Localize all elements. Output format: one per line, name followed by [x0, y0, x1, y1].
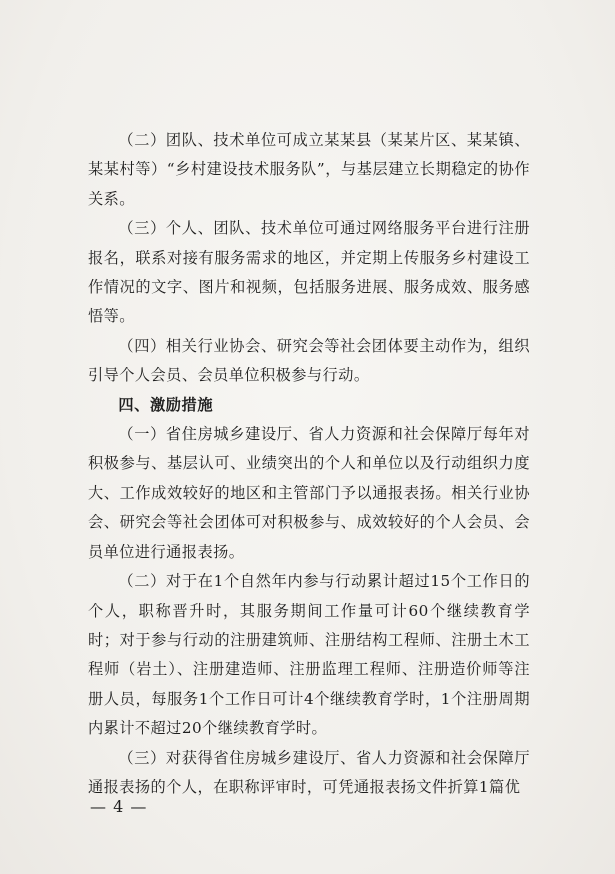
paragraph-incentive-1: （一）省住房城乡建设厅、省人力资源和社会保障厅每年对积极参与、基层认可、业绩突出的个人和单位以及行动组织力度大、工作成效较好的地区和主管部门予以通报表扬。相关行业协会、研究会等社会团体可对积极参与、成效较好的个人会员、会员单位进行通报表扬。 — [88, 425, 530, 561]
section-heading-incentives: 四、激励措施 — [118, 395, 214, 414]
page-number: — 4 — — [90, 797, 148, 816]
paragraph-incentive-3: （三）对获得省住房城乡建设厅、省人力资源和社会保障厅通报表扬的个人，在职称评审时，可凭通报表扬文件折算1篇优 — [88, 748, 530, 796]
paragraph-3-online-registration: （三）个人、团队、技术单位可通过网络服务平台进行注册报名，联系对接有服务需求的地区，并定期上传服务乡村建设工作情况的文字、图片和视频，包括服务进展、服务成效、服务感悟等。 — [88, 219, 530, 326]
document-body — [88, 126, 530, 802]
paragraph-4-associations: （四）相关行业协会、研究会等社会团体要主动作为，组织引导个人会员、会员单位积极参与行动。 — [88, 336, 530, 385]
paragraph-2-team-service: （二）团队、技术单位可成立某某县（某某片区、某某镇、某某村等）“乡村建设技术服务队”，与基层建立长期稳定的协作关系。 — [88, 131, 530, 208]
paragraph-incentive-2: （二）对于在1个自然年内参与行动累计超过15个工作日的个人，职称晋升时，其服务期间工作量可计60个继续教育学时；对于参与行动的注册建筑师、注册结构工程师、注册土木工程师（岩土）、注册建造师、注册监理工程师、注册造价师等注册人员，每服务1个工作日可计4个继续教育学时，1个注册周期内累计不超过20个继续教育学时。 — [88, 572, 530, 738]
